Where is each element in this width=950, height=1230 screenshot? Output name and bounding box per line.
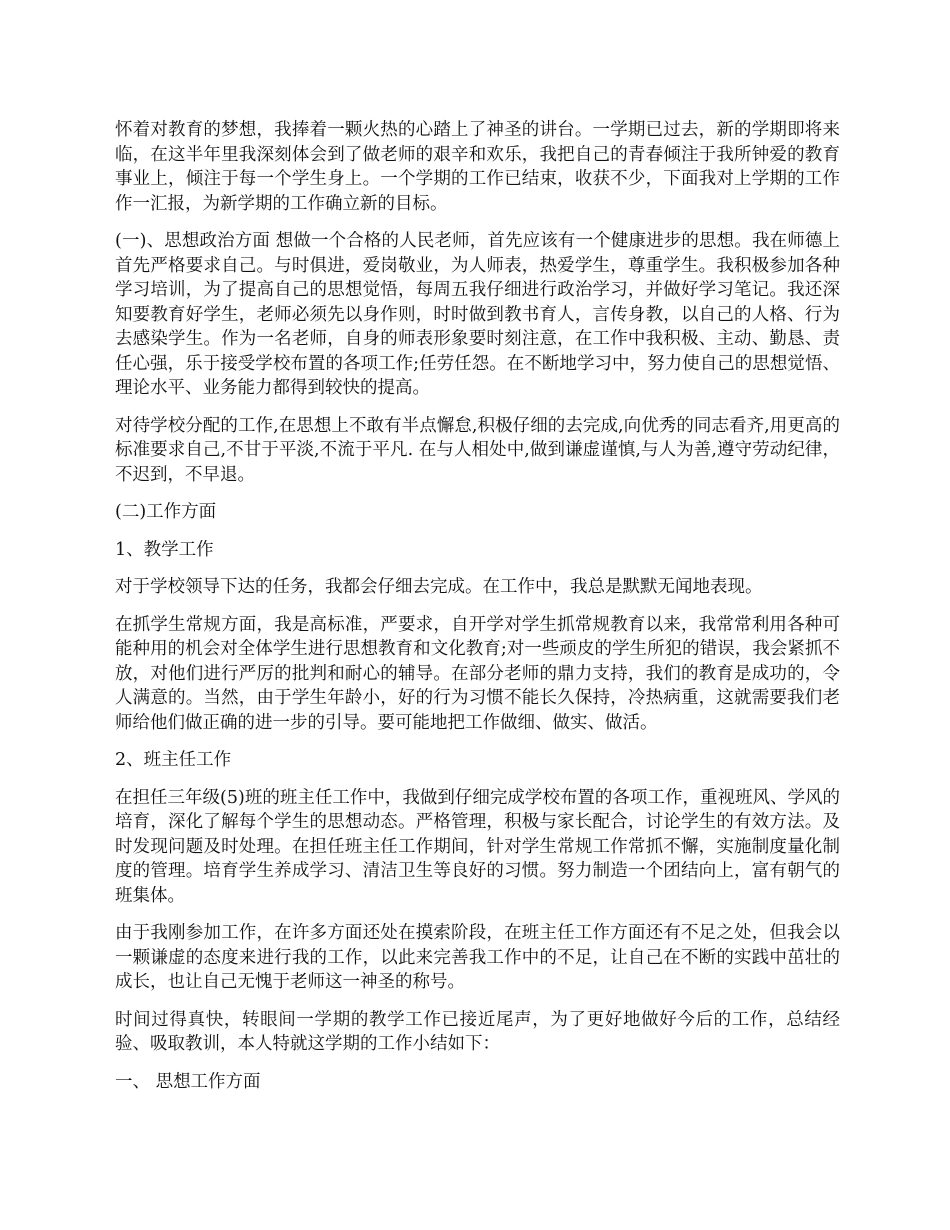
paragraph-summary-intro: 时间过得真快，转眼间一学期的教学工作已接近尾声，为了更好地做好今后的工作，总结经验、吸取教训，本人特就这学期的工作小结如下： xyxy=(115,1009,840,1054)
paragraph-student-routine: 在抓学生常规方面，我是高标准，严要求，自开学对学生抓常规教育以来，我常常利用各种可能种用的机会对全体学生进行思想教育和文化教育;对一些顽皮的学生所犯的错误，我会紧抓不放，对他们进行严厉的批判和耐心的辅导。在部分老师的鼎力支持，我们的教育是成功的，令人满意的。当然，由于学生年龄小，好的行为习惯不能长久保持，冷热病重，这就需要我们老师给他们做正确的进一步的引导。要可能地把工作做细、做实、做活。 xyxy=(115,614,840,733)
section-heading-thought-work: 一、 思想工作方面 xyxy=(115,1071,261,1092)
subsection-heading-class-teacher: 2、班主任工作 xyxy=(115,750,232,770)
paragraph-class-teacher-work: 在担任三年级(5)班的班主任工作中，我做到仔细完成学校布置的各项工作，重视班风、学风的培育，深化了解每个学生的思想动态。严格管理，积极与家长配合，讨论学生的有效方法。及时发现问题及时处理。在担任班主任工作期间，针对学生常规工作常抓不懈，实施制度量化制度的管理。培育学生养成学习、清洁卫生等良好的习惯。努力制造一个团结向上，富有朝气的班集体。 xyxy=(115,787,840,906)
document-page xyxy=(115,118,840,1107)
paragraph-tasks: 对于学校领导下达的任务，我都会仔细去完成。在工作中，我总是默默无闻地表现。 xyxy=(115,577,763,597)
paragraph-political-thought: (一)、思想政治方面 想做一个合格的人民老师，首先应该有一个健康进步的思想。我在师德上首先严格要求自己。与时俱进，爱岗敬业，为人师表，热爱学生，尊重学生。我积极参加各种学习培训，为了提高自己的思想觉悟，每周五我仔细进行政治学习，并做好学习笔记。我还深知要教育好学生，老师必须先以身作则，时时做到教书育人，言传身教，以自己的人格、行为去感染学生。作为一名老师，自身的师表形象要时刻注意，在工作中我积极、主动、勤恳、责任心强，乐于接受学校布置的各项工作;任劳任怨。在不断地学习中，努力使自己的思想觉悟、理论水平、业务能力都得到较快的提高。 xyxy=(115,231,840,398)
paragraph-intro: 怀着对教育的梦想，我捧着一颗火热的心踏上了神圣的讲台。一学期已过去，新的学期即将来临，在这半年里我深刻体会到了做老师的艰辛和欢乐，我把自己的青春倾注于我所钟爱的教育事业上，倾注于每一个学生身上。一个学期的工作已结束，收获不少，下面我对上学期的工作作一汇报，为新学期的工作确立新的目标。 xyxy=(115,120,840,214)
section-heading-work: (二)工作方面 xyxy=(115,502,217,522)
subsection-heading-teaching: 1、教学工作 xyxy=(115,539,214,560)
paragraph-shortcomings: 由于我刚参加工作，在许多方面还处在摸索阶段，在班主任工作方面还有不足之处，但我会以一颗谦虚的态度来进行我的工作，以此来完善我工作中的不足，让自己在不断的实践中茁壮的成长，也让自己无愧于老师这一神圣的称号。 xyxy=(115,923,840,992)
paragraph-work-attitude: 对待学校分配的工作,在思想上不敢有半点懈怠,积极仔细的去完成,向优秀的同志看齐,用更高的标准要求自己,不甘于平淡,不流于平凡. 在与人相处中,做到谦虚谨慎,与人为善,遵守劳动纪律，不迟到，不早退。 xyxy=(115,415,840,485)
